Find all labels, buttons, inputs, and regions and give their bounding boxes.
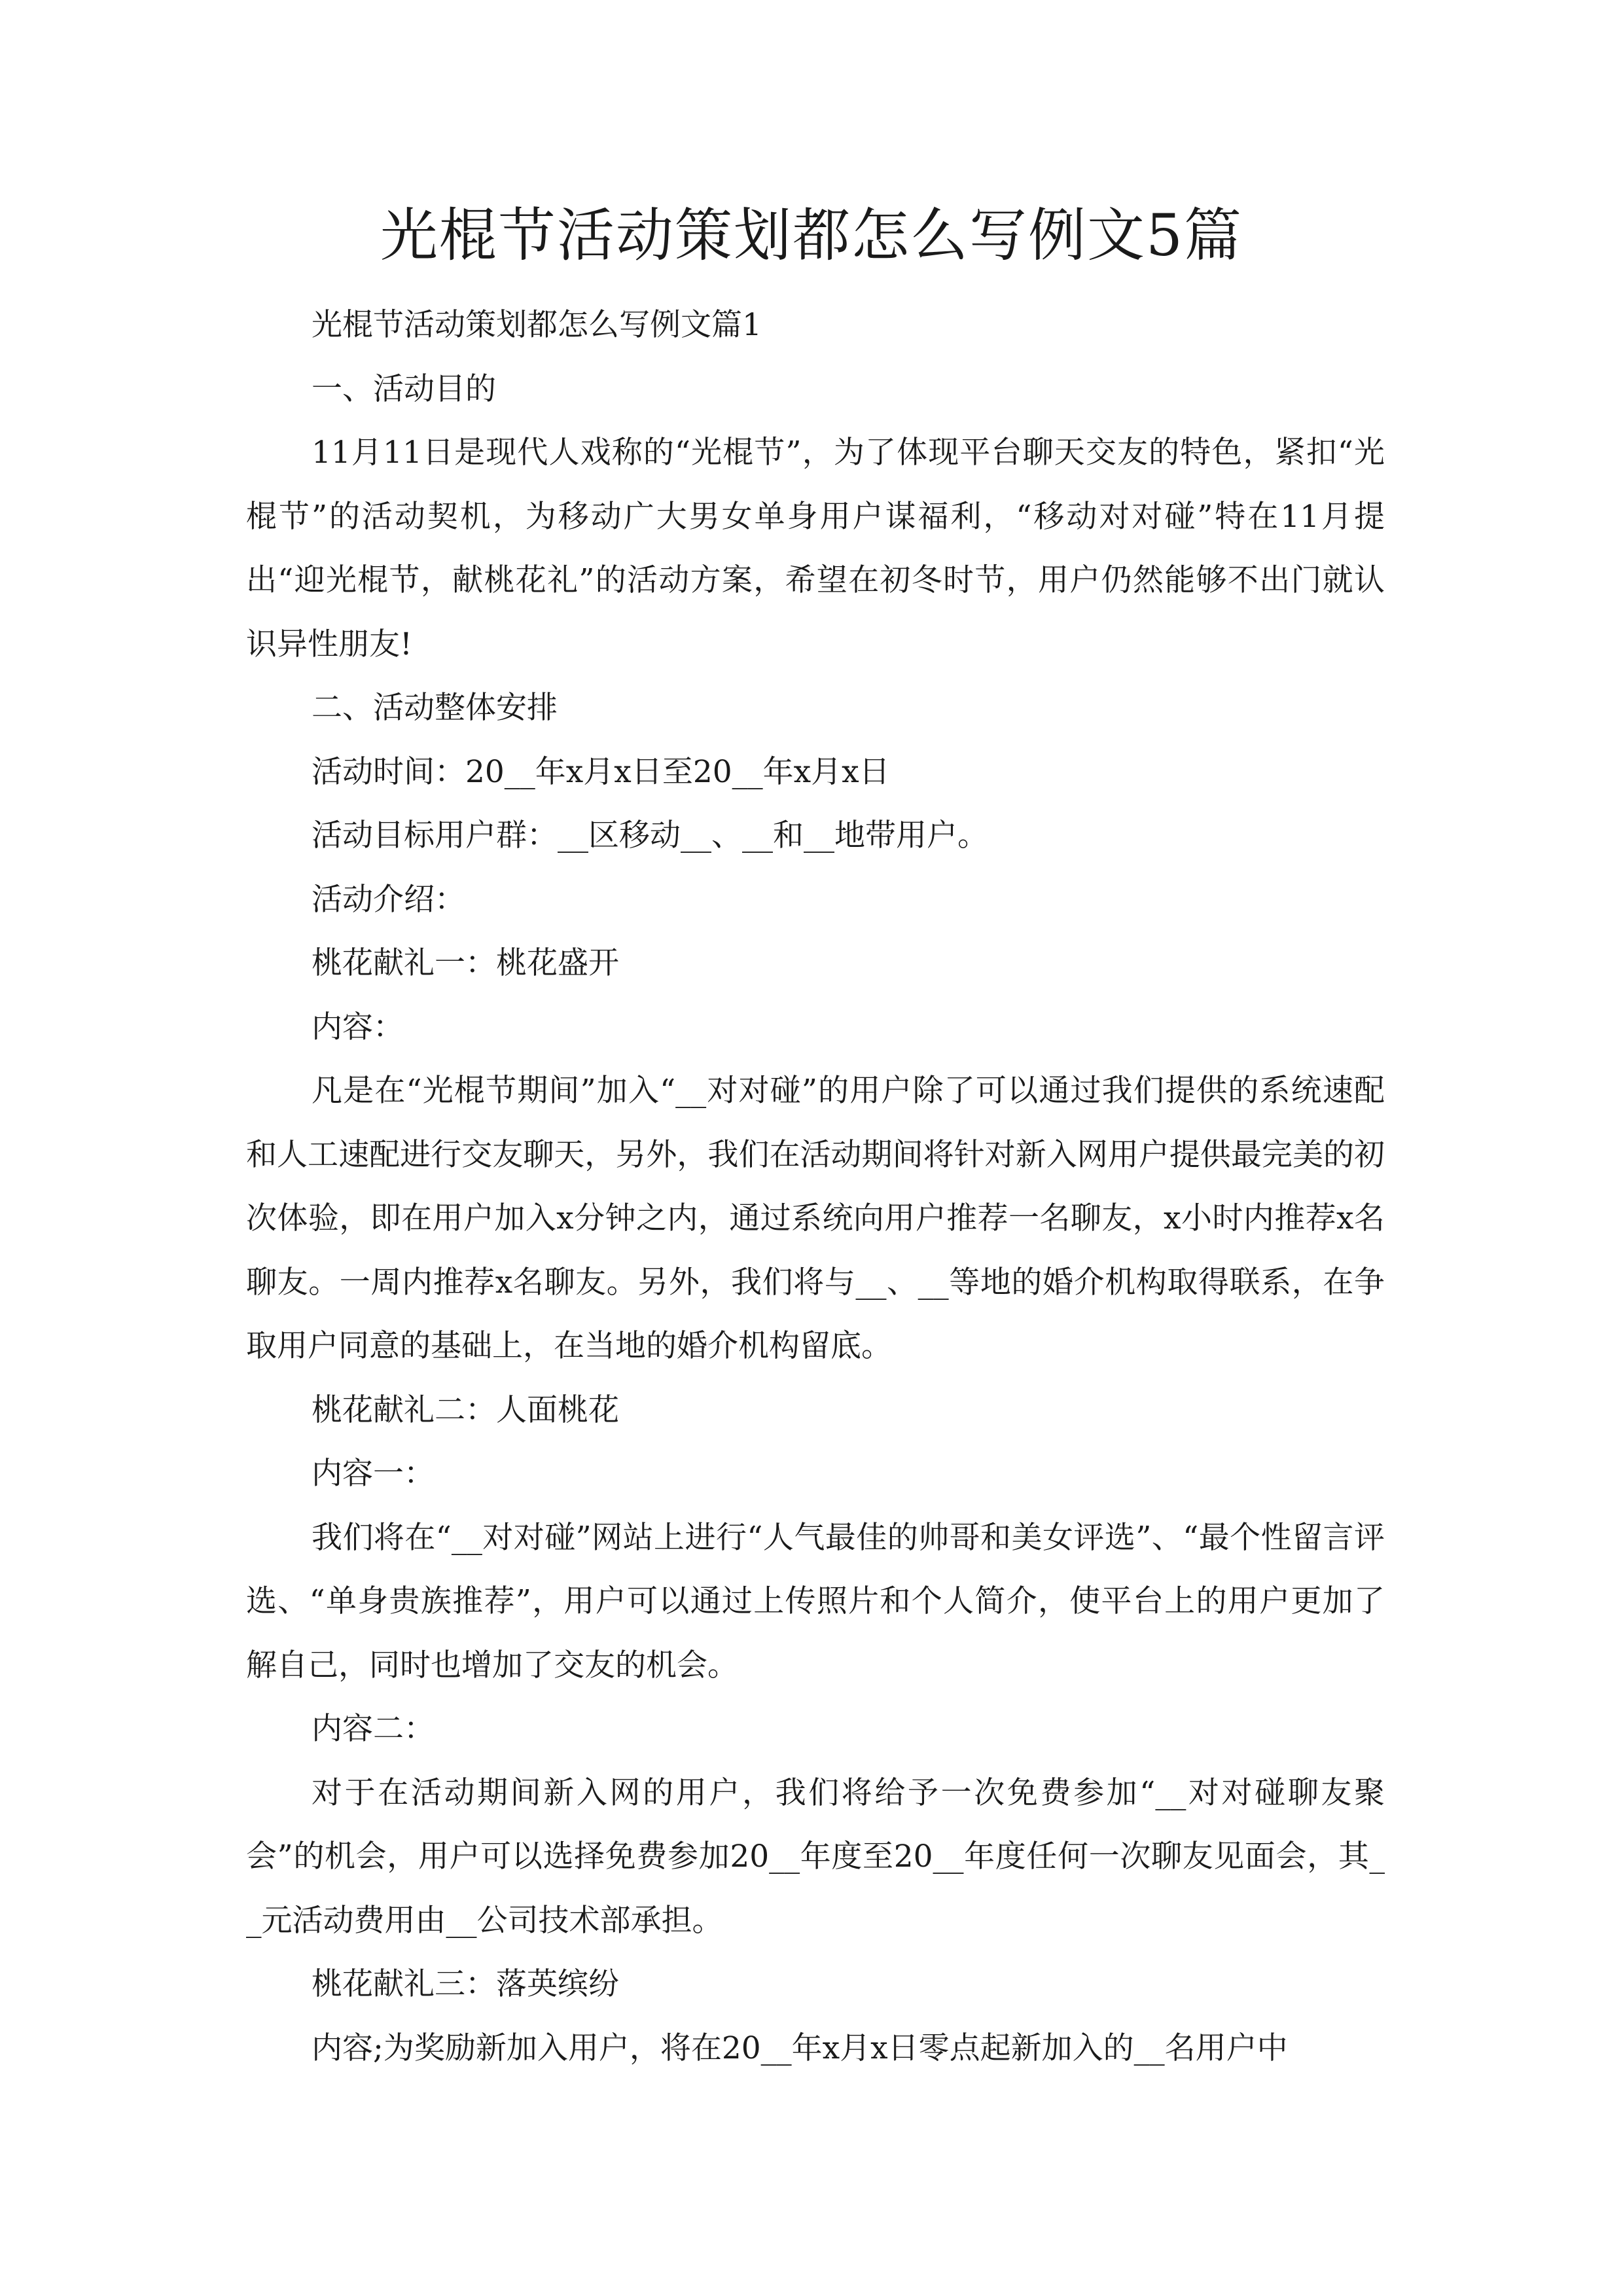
page-title: 光棍节活动策划都怎么写例文5篇 [380,202,1243,269]
body-paragraph: 我们将在“__对对碰”网站上进行“人气最佳的帅哥和美女评选”、“最个性留言评选、“单身贵族推荐”，用户可以通过上传照片和个人简介，使平台上的用户更加了解自己，同时也增加了交友的机会。 [246,1519,1385,1683]
body-paragraph: 内容;为奖励新加入用户，将在20__年x月x日零点起新加入的__名用户中 [312,2030,1288,2066]
section-heading: 桃花献礼二：人面桃花 [312,1391,619,1428]
body-paragraph: 内容： [312,1009,404,1045]
section-heading: 桃花献礼一：桃花盛开 [312,945,619,981]
body-paragraph: 凡是在“光棍节期间”加入“__对对碰”的用户除了可以通过我们提供的系统速配和人工速配进行交友聊天，另外，我们在活动期间将针对新入网用户提供最完美的初次体验，即在用户加入x分钟之内，通过系统向用户推荐一名聊友，x小时内推荐x名聊友。一周内推荐x名聊友。另外，我们将与__、__等地的婚介机构取得联系，在争取用户同意的基础上，在当地的婚介机构留底。 [246,1073,1385,1364]
body-paragraph: 活动目标用户群：__区移动__、__和__地带用户。 [312,817,988,853]
section-heading: 桃花献礼三：落英缤纷 [312,1966,619,2002]
body-paragraph: 活动时间：20__年x月x日至20__年x月x日 [312,753,890,790]
body-paragraph: 内容一： [312,1456,435,1492]
section-heading: 一、活动目的 [312,370,496,407]
section-heading: 二、活动整体安排 [312,690,558,726]
body-paragraph: 活动介绍： [312,881,465,918]
section-heading: 光棍节活动策划都怎么写例文篇1 [312,307,762,343]
body-paragraph: 对于在活动期间新入网的用户，我们将给予一次免费参加“__对对碰聊友聚会”的机会，用户可以选择免费参加20__年度至20__年度任何一次聊友见面会，其__元活动费用由__公司技术部承担。 [246,1774,1385,1939]
document-body [246,293,1385,2080]
body-paragraph: 11月11日是现代人戏称的“光棍节”，为了体现平台聊天交友的特色，紧扣“光棍节”的活动契机，为移动广大男女单身用户谋福利，“移动对对碰”特在11月提出“迎光棍节，献桃花礼”的活动方案，希望在初冬时节，用户仍然能够不出门就认识异性朋友! [246,435,1385,662]
body-paragraph: 内容二： [312,1711,435,1747]
